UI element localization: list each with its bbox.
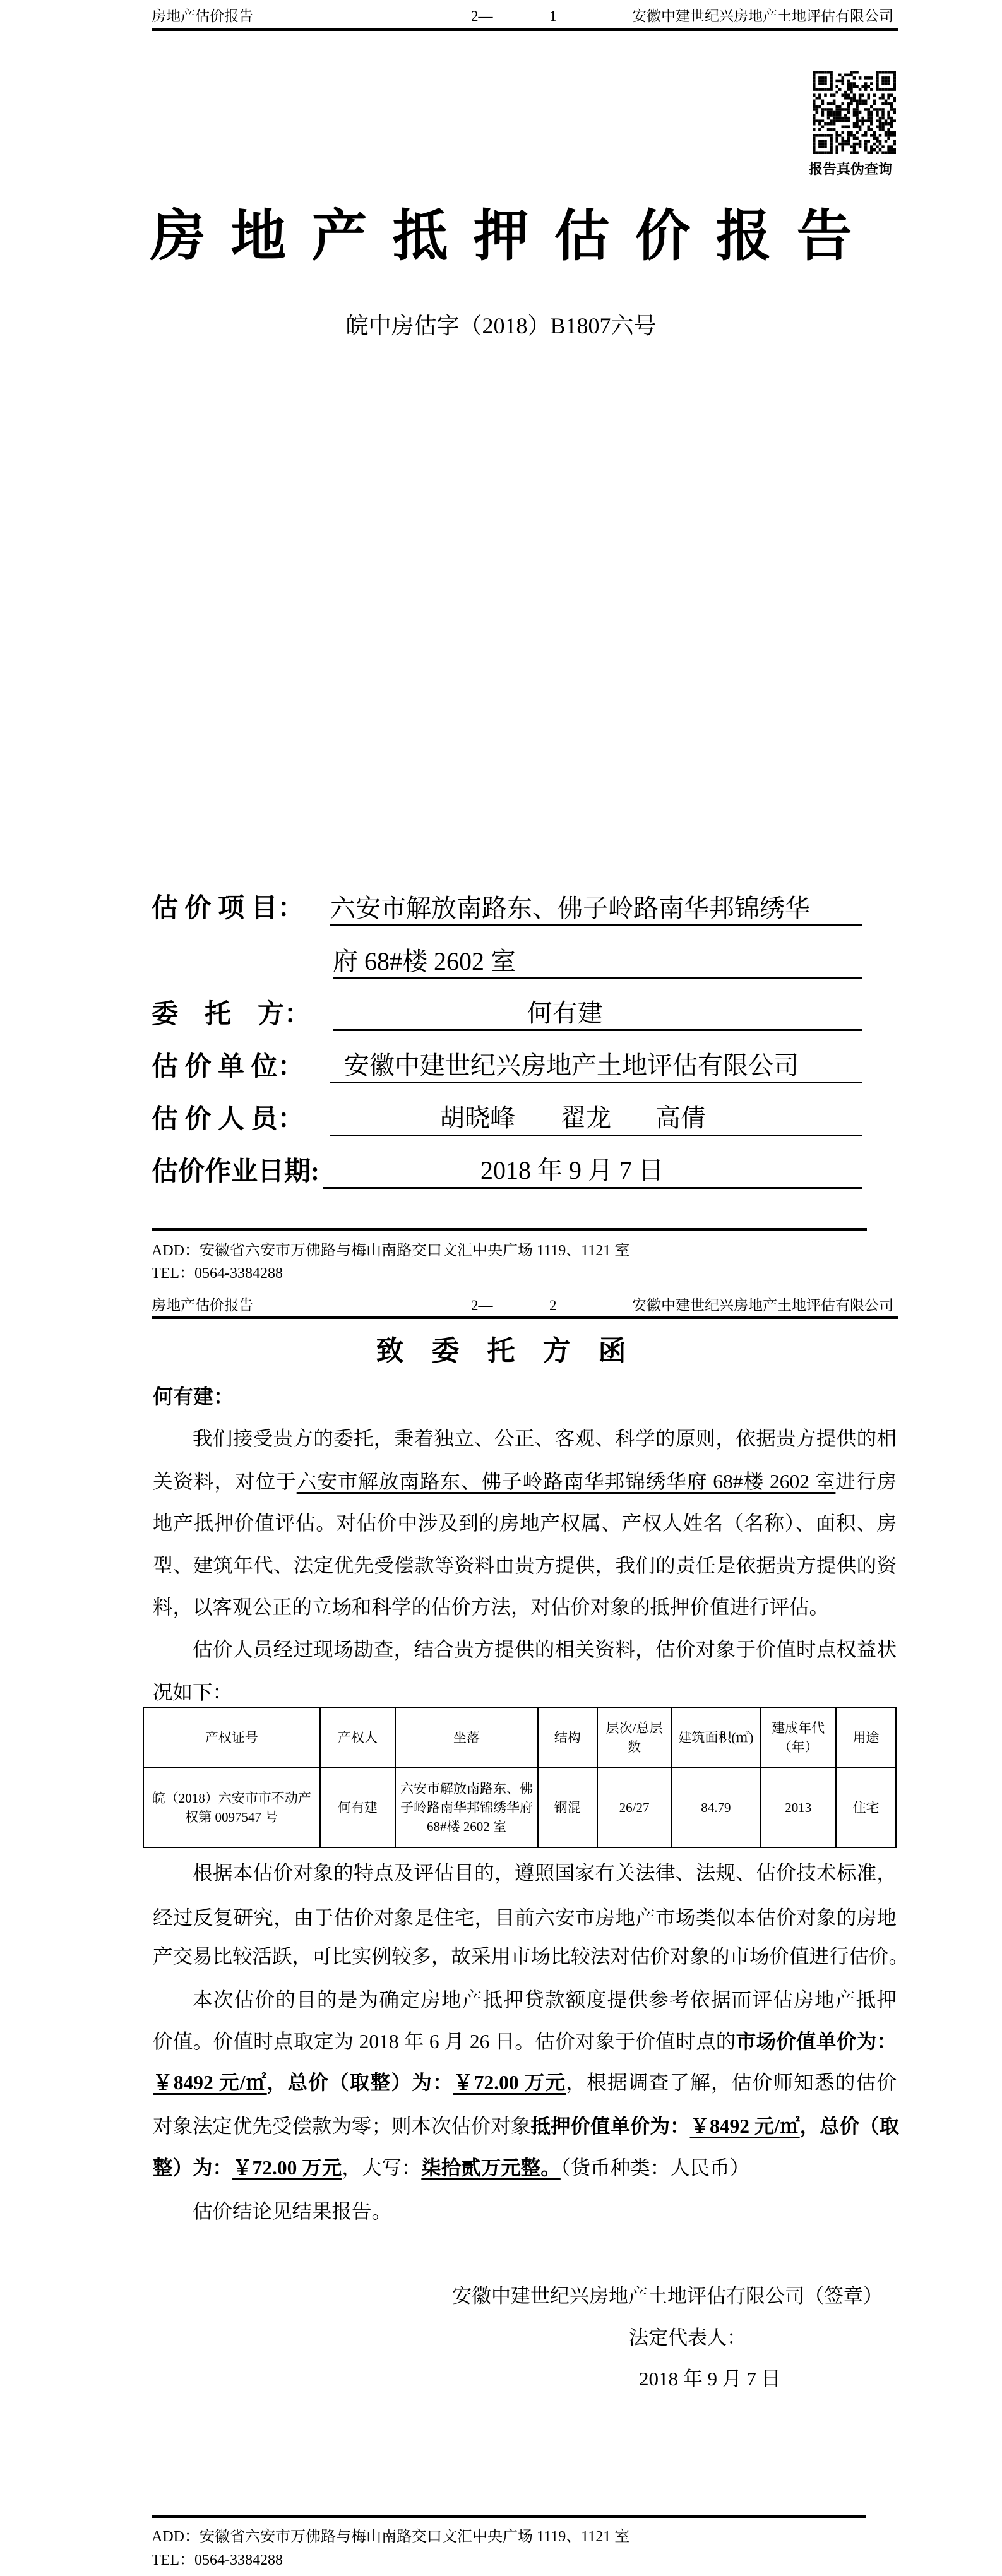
text-segment: 整）为： (153, 2157, 233, 2179)
header-page-prefix: 2— (471, 8, 493, 24)
appraiser-unit-label: 估 价 单 位： (152, 1052, 304, 1082)
text-segment: 根据本估价对象的特点及评估目的，遵照国家有关法律、法规、估价技术标准， (193, 1862, 897, 1884)
text-segment: 估价结论见结果报告。 (193, 2200, 392, 2222)
text-segment: 产交易比较活跃，可比实例较多，故采用市场比较法对估价对象的市场价值进行估价。 (153, 1945, 909, 1967)
text-segment: 抵押价值单价为： (530, 2115, 690, 2137)
footer-rule (152, 2515, 866, 2518)
text-segment: ，大写： (342, 2157, 422, 2179)
signature-company: 安徽中建世纪兴房地产土地评估有限公司（签章） (452, 2285, 883, 2307)
column-header: 建成年代（年） (760, 1707, 836, 1768)
text-segment: 我们接受贵方的委托，秉着独立、公正、客观、科学的原则，依据贵方提供的相 (193, 1428, 897, 1450)
text-segment: （货币种类：人民币） (560, 2157, 750, 2179)
column-header: 层次/总层数 (597, 1707, 672, 1768)
highlighted-value: 六安市解放南路东、佛子岭路南华邦锦绣华府 68#楼 2602 室 (296, 1470, 836, 1493)
table-cell: 26/27 (597, 1768, 672, 1847)
footer-address: ADD：安徽省六安市万佛路与梅山南路交口文汇中央广场 1119、1121 室 (152, 1243, 630, 1259)
client-value: 何有建 (527, 999, 603, 1027)
footer-tel: TEL：0564-3384288 (152, 2552, 283, 2568)
text-segment: 关资料，对位于 (153, 1470, 297, 1493)
project-value-line1: 六安市解放南路东、佛子岭路南华邦锦绣华 (330, 894, 810, 922)
text-segment: 价值。价值时点取定为 2018 年 6 月 26 日。估价对象于价值时点的 (153, 2030, 736, 2053)
table-cell: 六安市解放南路东、佛子岭路南华邦锦绣华府 68#楼 2602 室 (395, 1768, 538, 1847)
text-segment: 型、建筑年代、法定优先受偿款等资料由贵方提供，我们的责任是依据贵方提供的资 (153, 1554, 897, 1577)
client-underline (333, 1029, 862, 1031)
qr-caption: 报告真伪查询 (809, 161, 893, 177)
paragraph-line (193, 1861, 897, 1886)
paragraph-line (193, 2199, 897, 2224)
text-segment: 本次估价的目的是为确定房地产抵押贷款额度提供参考依据而评估房地产抵押 (193, 1989, 897, 2011)
table-cell: 住宅 (836, 1768, 896, 1847)
signature-date: 2018 年 9 月 7 日 (639, 2368, 781, 2390)
paragraph-line (153, 2156, 897, 2181)
date-underline (323, 1187, 862, 1189)
header-right: 安徽中建世纪兴房地产土地评估有限公司 (632, 8, 893, 24)
column-header: 结构 (538, 1707, 597, 1768)
paragraph-line (153, 1680, 897, 1705)
header-left: 房地产估价报告 (152, 1297, 253, 1313)
header-rule (152, 1316, 898, 1319)
text-segment: 地产抵押价值评估。对估价中涉及到的房地产权属、产权人姓名（名称）、面积、房 (153, 1512, 897, 1534)
header-left: 房地产估价报告 (152, 8, 253, 24)
paragraph-line (153, 2029, 897, 2054)
column-header: 用途 (836, 1707, 896, 1768)
text-segment: 市场价值单价为： (736, 2030, 897, 2053)
project-label: 估 价 项 目： (152, 894, 304, 923)
report-title: 房地产抵押估价报告 (150, 206, 878, 268)
header-page-number: 2 (549, 1297, 557, 1313)
highlighted-value: 柒拾贰万元整。 (421, 2157, 561, 2179)
table-cell: 2013 (760, 1768, 836, 1847)
text-segment: ，总价（取整）为： (266, 2072, 453, 2094)
project-underline (330, 924, 862, 926)
text-segment: ，总价（取 (799, 2115, 900, 2137)
column-header: 产权证号 (143, 1707, 320, 1768)
appraiser-unit-value: 安徽中建世纪兴房地产土地评估有限公司 (344, 1051, 799, 1080)
appraiser-name: 高倩 (655, 1104, 706, 1132)
paragraph-line (153, 2114, 900, 2139)
column-header: 坐落 (395, 1707, 538, 1768)
report-number: 皖中房估字（2018）B1807六号 (345, 313, 657, 338)
column-header: 建筑面积(㎡) (671, 1707, 760, 1768)
highlighted-value: ￥72.00 万元 (232, 2157, 342, 2179)
header-page-number: 1 (549, 8, 557, 24)
property-table (143, 1707, 897, 1848)
header-page-prefix: 2— (471, 1297, 493, 1313)
legal-representative-label: 法定代表人： (629, 2327, 746, 2349)
text-segment: 估价人员经过现场勘查，结合贵方提供的相关资料，估价对象于价值时点权益状 (193, 1638, 897, 1661)
header-right: 安徽中建世纪兴房地产土地评估有限公司 (632, 1297, 893, 1313)
column-header: 产权人 (320, 1707, 396, 1768)
table-cell: 何有建 (320, 1768, 396, 1847)
paragraph-line (153, 2070, 897, 2096)
header-rule (152, 28, 898, 31)
table-row (143, 1768, 896, 1847)
highlighted-value: ￥8492 元/㎡ (153, 2072, 267, 2094)
text-segment: ，根据调查了解，估价师知悉的估价 (566, 2072, 897, 2094)
appraisers-label: 估 价 人 员： (152, 1105, 304, 1134)
table-cell: 84.79 (671, 1768, 760, 1847)
paragraph-line (153, 1595, 897, 1620)
paragraph-line (153, 1469, 897, 1494)
text-segment: 况如下： (153, 1681, 233, 1703)
paragraph-line (193, 1988, 897, 2013)
footer-rule (152, 1228, 867, 1231)
text-segment: 经过反复研究，由于估价对象是住宅，目前六安市房地产市场类似本估价对象的房地 (153, 1907, 897, 1929)
letter-title: 致委托方函 (376, 1335, 654, 1366)
paragraph-line (153, 1511, 897, 1536)
footer-address: ADD：安徽省六安市万佛路与梅山南路交口文汇中央广场 1119、1121 室 (152, 2529, 630, 2545)
appraiser-unit-underline (330, 1082, 862, 1083)
highlighted-value: ￥72.00 万元 (453, 2072, 566, 2094)
qr-code-icon[interactable] (813, 71, 896, 154)
paragraph-line (153, 1905, 897, 1931)
appraiser-name: 胡晓峰 (439, 1104, 515, 1132)
paragraph-line (153, 1553, 897, 1578)
text-segment: 料，以客观公正的立场和科学的估价方法，对估价对象的抵押价值进行评估。 (153, 1596, 830, 1618)
project-underline-2 (333, 977, 862, 979)
text-segment: 进行房 (835, 1470, 897, 1493)
date-label: 估价作业日期: (152, 1157, 319, 1186)
client-label: 委 托 方： (152, 1000, 311, 1029)
date-value: 2018 年 9 月 7 日 (480, 1156, 664, 1184)
paragraph-line (153, 1944, 909, 1969)
highlighted-value: ￥8492 元/㎡ (689, 2115, 800, 2137)
table-cell: 皖（2018）六安市市不动产权第 0097547 号 (143, 1768, 320, 1847)
table-header-row (143, 1707, 896, 1768)
text-segment: 对象法定优先受偿款为零；则本次估价对象 (153, 2115, 531, 2137)
appraisers-underline (330, 1135, 862, 1136)
appraiser-name: 翟龙 (561, 1104, 611, 1132)
paragraph-line (193, 1426, 897, 1452)
project-value-line2: 府 68#楼 2602 室 (333, 947, 516, 975)
table-cell: 钢混 (538, 1768, 597, 1847)
footer-tel: TEL：0564-3384288 (152, 1265, 283, 1282)
paragraph-line (193, 1637, 897, 1662)
salutation: 何有建： (153, 1385, 234, 1408)
